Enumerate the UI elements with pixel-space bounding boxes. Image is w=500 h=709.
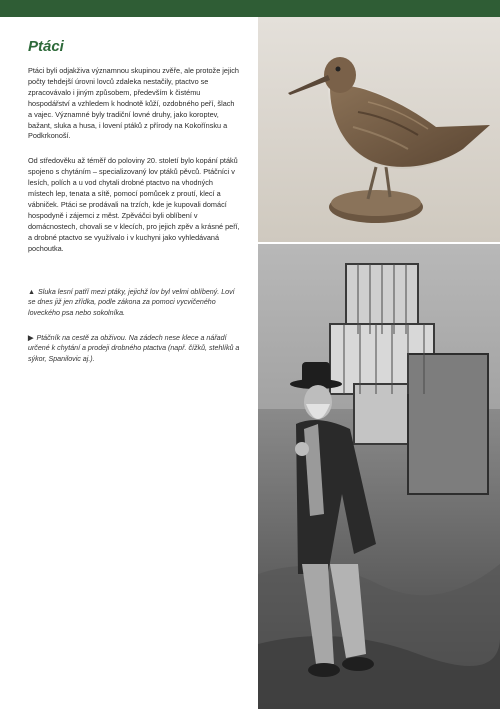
- header-bar: [0, 0, 500, 17]
- text-column: [28, 38, 240, 379]
- triangle-right-icon: ▶: [28, 333, 34, 342]
- woodcock-photo: [258, 17, 500, 242]
- caption-woodcock: [28, 287, 240, 319]
- triangle-up-icon: ▲: [28, 287, 36, 296]
- paragraph-1: Ptáci byli odjakživa významnou skupinou zvěře, ale protože jejich počty tehdejší úrovni lovců zdaleka nestačily, ptactvo se zpracovávalo i jiným způsobem, především k čistému hospodářství a vzhledem k hodnotě kůží, ozdobného peří, šlach a vajec. Významné byly tradiční lovné druhy, jako koroptev, bažant, sluka a husa, i lovení ptáků z přírody na Kokořínsku a Podkrkonoší.: [28, 66, 239, 141]
- paragraph-2: Od středověku až téměř do poloviny 20. století bylo kopání ptáků spojeno s chytáním – specializovaný lov ptáků pěvců. Ptáčníci v lesích, polích a u vod chytali drobné ptactvo na vhodných místech lep, tenata a sítě, pomocí pomůcek z proutí, klecí a vábniček. Ptáci se prodávali na trzích, kde je kupovali domácí hospodyně i zájemci z měst. Zpěváčci byli oblíbení v domácnostech, chovali se v klecích, pro jejich zpěv a krásné peří, a drobné ptactvo se využívalo i v kuchyni jako vyhledávaná pochoutka.: [28, 156, 240, 253]
- caption-bird-catcher: [28, 333, 240, 365]
- bird-catcher-photo: [258, 244, 500, 709]
- caption-woodcock-text: Sluka lesní patří mezi ptáky, jejichž lov byl velmi oblíbený. Loví se dnes již jen zřídka, podle zákona za pomoci vycvičeného loveckého psa nebo sokolníka.: [28, 287, 235, 317]
- caption-bird-catcher-text: Ptáčník na cestě za obživou. Na zádech nese klece a nářadí určené k chytání a prodeji drobného ptactva (např. čížků, stehlíků a sýkor, Spanilovic aj.).: [28, 333, 240, 364]
- page-title: Ptáci: [28, 38, 64, 55]
